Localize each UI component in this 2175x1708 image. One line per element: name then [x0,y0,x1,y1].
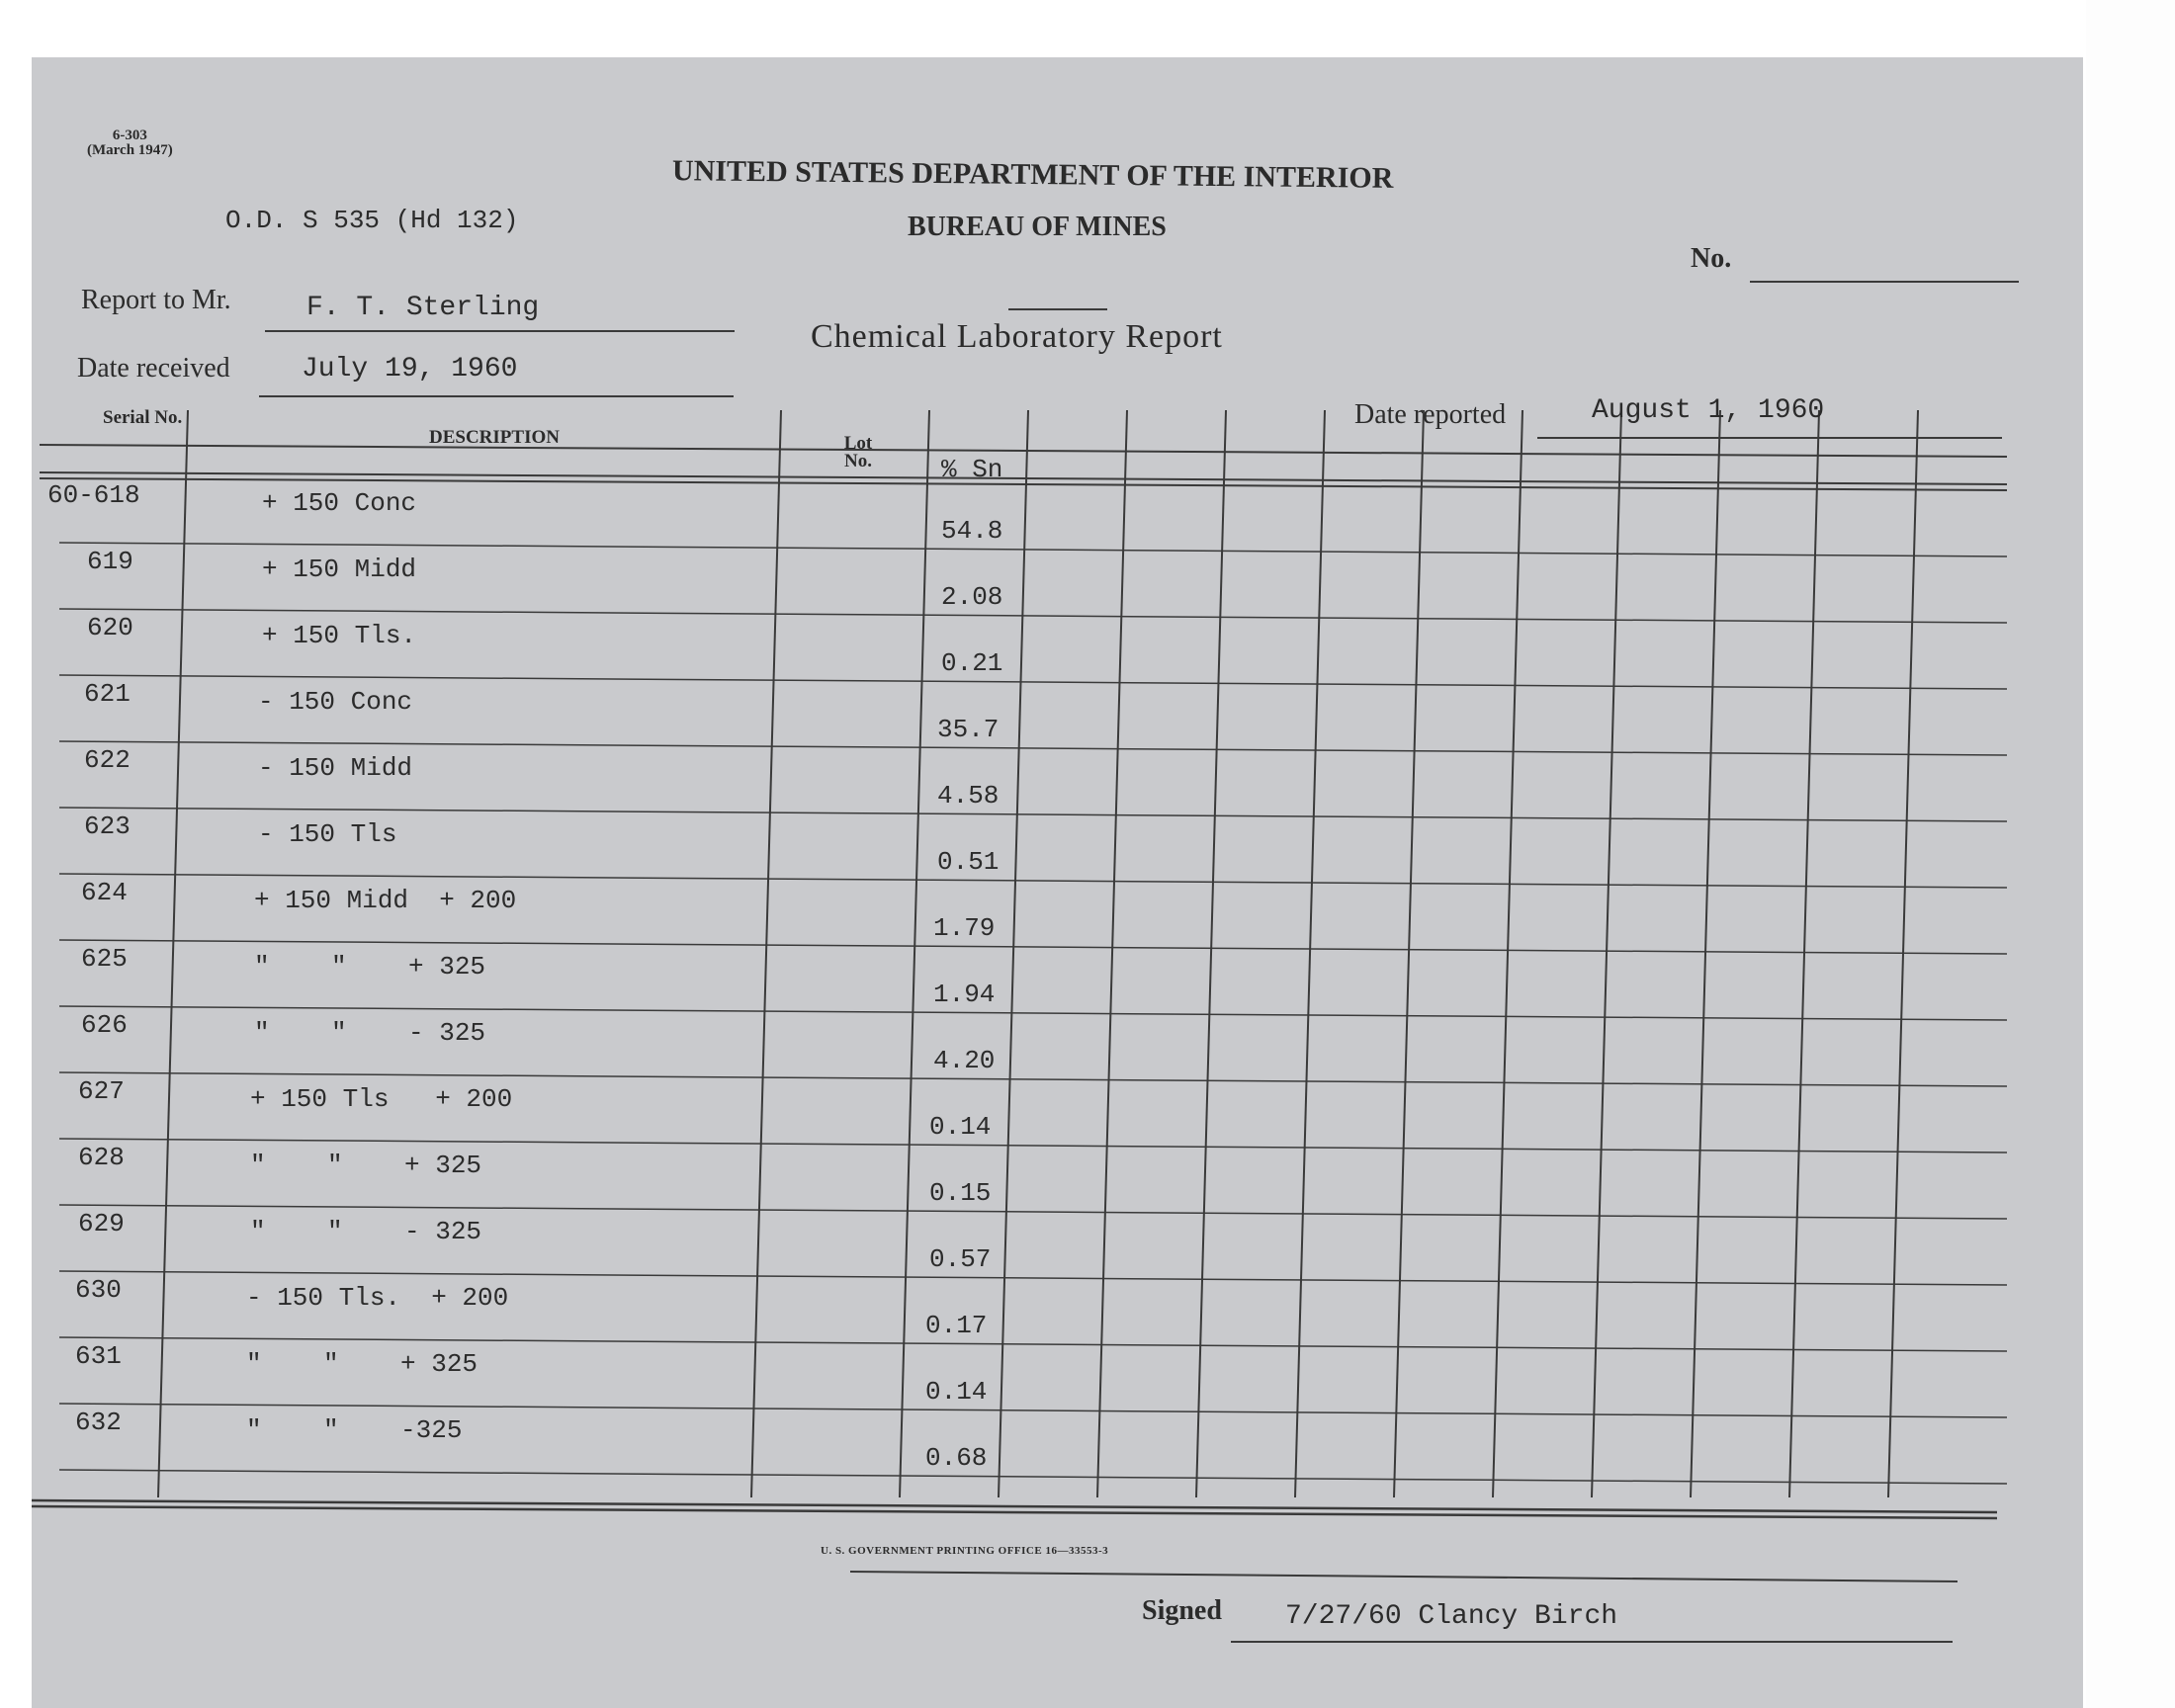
table-bottom-rule [32,1500,1997,1512]
report-number-line [1750,281,2019,283]
footer-rule [850,1572,1958,1581]
percent-sn-value: 4.20 [933,1046,996,1075]
signed-value: 7/27/60 Clancy Birch [1285,1601,1618,1632]
column-line [1196,410,1226,1497]
percent-sn-value: 0.14 [925,1377,988,1407]
serial-number: 619 [87,547,133,576]
sample-description: " " - 325 [254,1018,486,1048]
row-line [59,1470,2007,1484]
percent-sn-value: 0.68 [925,1443,988,1473]
sample-description: " " -325 [246,1415,463,1445]
column-line [1691,410,1720,1497]
column-line [1295,410,1325,1497]
sample-description: + 150 Tls + 200 [250,1084,513,1114]
percent-sn-value: 0.51 [937,847,1000,877]
col-header-pct-sn: % Sn [941,455,1003,484]
heading-rule [1008,308,1107,310]
serial-number: 621 [84,679,130,709]
department-heading: UNITED STATES DEPARTMENT OF THE INTERIOR [671,154,1394,195]
serial-number: 60-618 [47,480,140,510]
signature-line [1231,1641,1953,1643]
serial-number: 627 [78,1076,125,1106]
bureau-heading: BUREAU OF MINES [908,212,1167,242]
serial-number: 632 [75,1408,122,1437]
percent-sn-value: 0.57 [929,1244,992,1274]
percent-sn-value: 0.17 [925,1311,988,1340]
date-reported-line [1537,437,2002,439]
header-top-rule [40,445,2007,457]
report-to-label: Report to Mr. [81,285,231,315]
sample-description: - 150 Conc [258,687,413,717]
col-header-description: DESCRIPTION [429,427,560,448]
form-number-code: 6-303 [112,128,147,143]
date-received-line [259,395,734,397]
percent-sn-value: 0.21 [941,648,1003,678]
sample-description: - 150 Tls [258,819,397,849]
column-line [999,410,1028,1497]
serial-number: 625 [81,944,128,974]
column-line [751,410,781,1497]
sample-description: + 150 Midd [262,555,417,584]
sample-description: - 150 Midd [258,753,413,783]
date-received-value: July 19, 1960 [302,354,518,384]
serial-number: 628 [78,1143,125,1172]
col-header-serial: Serial No. [103,407,183,428]
date-received-label: Date received [77,353,230,384]
serial-number: 630 [75,1275,122,1305]
column-line [158,410,188,1497]
percent-sn-value: 0.15 [929,1178,992,1208]
column-line [1394,410,1424,1497]
file-reference: O.D. S 535 (Hd 132) [225,206,519,235]
sample-description: + 150 Midd + 200 [254,886,517,915]
column-line [1493,410,1522,1497]
printing-office-note: U. S. GOVERNMENT PRINTING OFFICE 16—33553-3 [821,1545,1109,1557]
sample-description: " " + 325 [250,1151,482,1180]
percent-sn-value: 4.58 [937,781,1000,811]
serial-number: 622 [84,745,130,775]
col-header-lot: Lot No. [843,433,873,471]
percent-sn-value: 1.94 [933,980,996,1009]
date-reported-value: August 1, 1960 [1592,395,1825,426]
report-number-label: No. [1691,243,1732,274]
column-line [1097,410,1127,1497]
percent-sn-value: 2.08 [941,582,1003,612]
serial-number: 623 [84,811,130,841]
table-bottom-rule-2 [32,1506,1997,1518]
report-to-line [265,330,735,332]
signed-label: Signed [1142,1595,1222,1626]
form-number [87,128,173,158]
sample-description: + 150 Tls. [262,621,417,650]
sample-description: - 150 Tls. + 200 [246,1283,509,1313]
serial-number: 629 [78,1209,125,1238]
sample-description: + 150 Conc [262,488,417,518]
percent-sn-value: 35.7 [937,715,1000,744]
sample-description: " " - 325 [250,1217,482,1246]
percent-sn-value: 1.79 [933,913,996,943]
header-bottom-rule [40,472,2007,484]
serial-number: 626 [81,1010,128,1040]
column-line [1592,410,1621,1497]
report-title: Chemical Laboratory Report [811,318,1223,355]
report-to-value: F. T. Sterling [306,293,540,323]
column-line [1789,410,1819,1497]
percent-sn-value: 54.8 [941,516,1003,546]
serial-number: 631 [75,1341,122,1371]
serial-number: 620 [87,613,133,642]
serial-number: 624 [81,878,128,907]
sample-description: " " + 325 [254,952,486,982]
sample-description: " " + 325 [246,1349,478,1379]
form-edition: (March 1947) [87,142,173,158]
date-reported-label: Date reported [1354,399,1507,430]
percent-sn-value: 0.14 [929,1112,992,1142]
